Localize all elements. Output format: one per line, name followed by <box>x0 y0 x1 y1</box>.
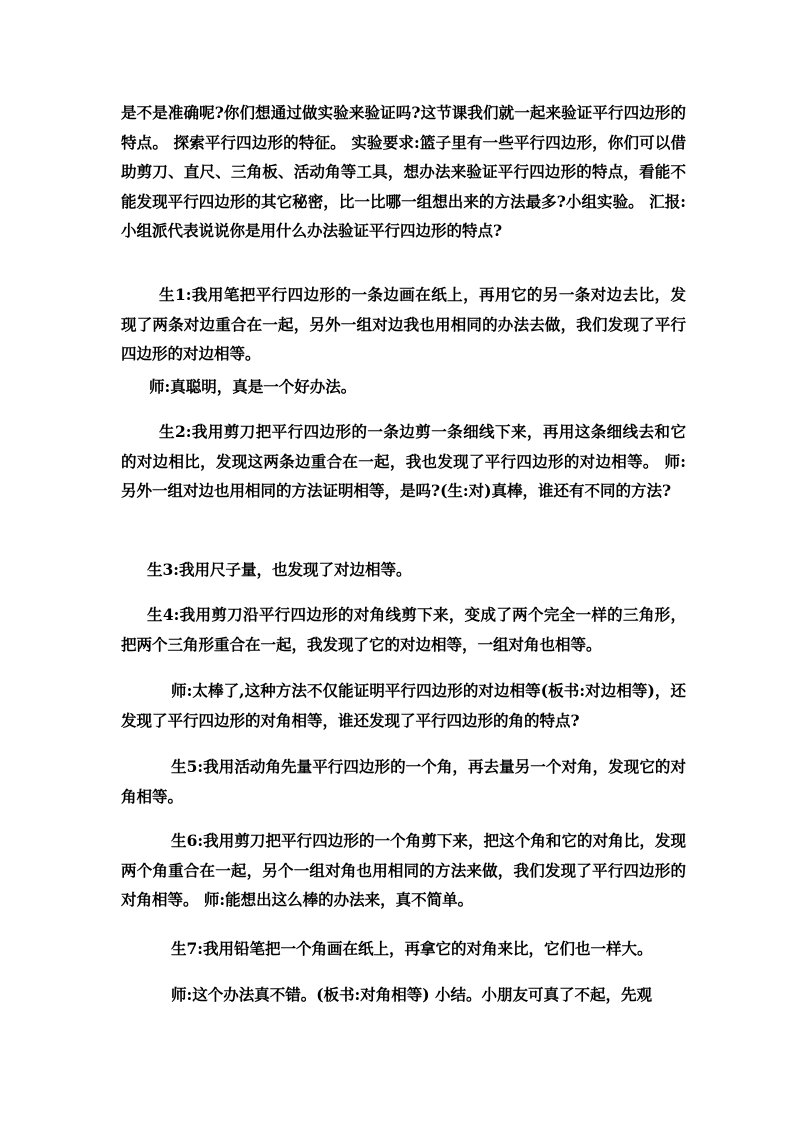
paragraph-intro: 是不是准确呢?你们想通过做实验来验证吗?这节课我们就一起来验证平行四边形的特点。 探索平行四边形的特征。 实验要求:篮子里有一些平行四边形，你们可以借助剪刀、直尺、三角板、活动角等工具，想办法来验证平行四边形的特点，看能不能发现平行四边形的其它秘密，比一比哪一组想出来的方法最多?小组实验。 汇报:小组派代表说说你是用什么办法验证平行四边形的特点? <box>121 103 686 240</box>
paragraph-student-1: 生1:我用笔把平行四边形的一条边画在纸上，再用它的另一条对边去比，发现了两条对边重合在一起，另外一组对边我也用相同的办法去做，我们发现了平行四边形的对边相等。 <box>121 285 686 363</box>
paragraph-student-3: 生3:我用尺子量，也发现了对边相等。 <box>147 560 412 579</box>
paragraph-teacher-praise: 师:真聪明，真是一个好办法。 <box>149 377 357 396</box>
paragraph-student-2: 生2:我用剪刀把平行四边形的一条边剪一条细线下来，再用这条细线去和它的对边相比，发现这两条边重合在一起，我也发现了平行四边形的对边相等。 师:另外一组对边也用相同的方法证明相等，是吗?(生:对)真棒，谁还有不同的方法? <box>121 422 686 500</box>
paragraph-teacher-summary: 师:这个办法真不错。(板书:对角相等) 小结。小朋友可真了不起，先观 <box>171 985 653 1004</box>
paragraph-student-5: 生5:我用活动角先量平行四边形的一个角，再去量另一个对角，发现它的对角相等。 <box>121 757 686 806</box>
paragraph-student-7: 生7:我用铅笔把一个角画在纸上，再拿它的对角来比，它们也一样大。 <box>171 939 653 958</box>
paragraph-student-4: 生4:我用剪刀沿平行四边形的对角线剪下来，变成了两个完全一样的三角形，把两个三角形重合在一起，我发现了它的对边相等，一组对角也相等。 <box>121 605 686 654</box>
paragraph-teacher-board-sides: 师:太棒了,这种方法不仅能证明平行四边形的对边相等(板书:对边相等)，还发现了平行四边形的对角相等，谁还发现了平行四边形的角的特点? <box>121 681 686 730</box>
paragraph-student-6: 生6:我用剪刀把平行四边形的一个角剪下来，把这个角和它的对角比，发现两个角重合在一起，另个一组对角也用相同的方法来做，我们发现了平行四边形的对角相等。 师:能想出这么棒的办法来，真不简单。 <box>121 831 686 909</box>
